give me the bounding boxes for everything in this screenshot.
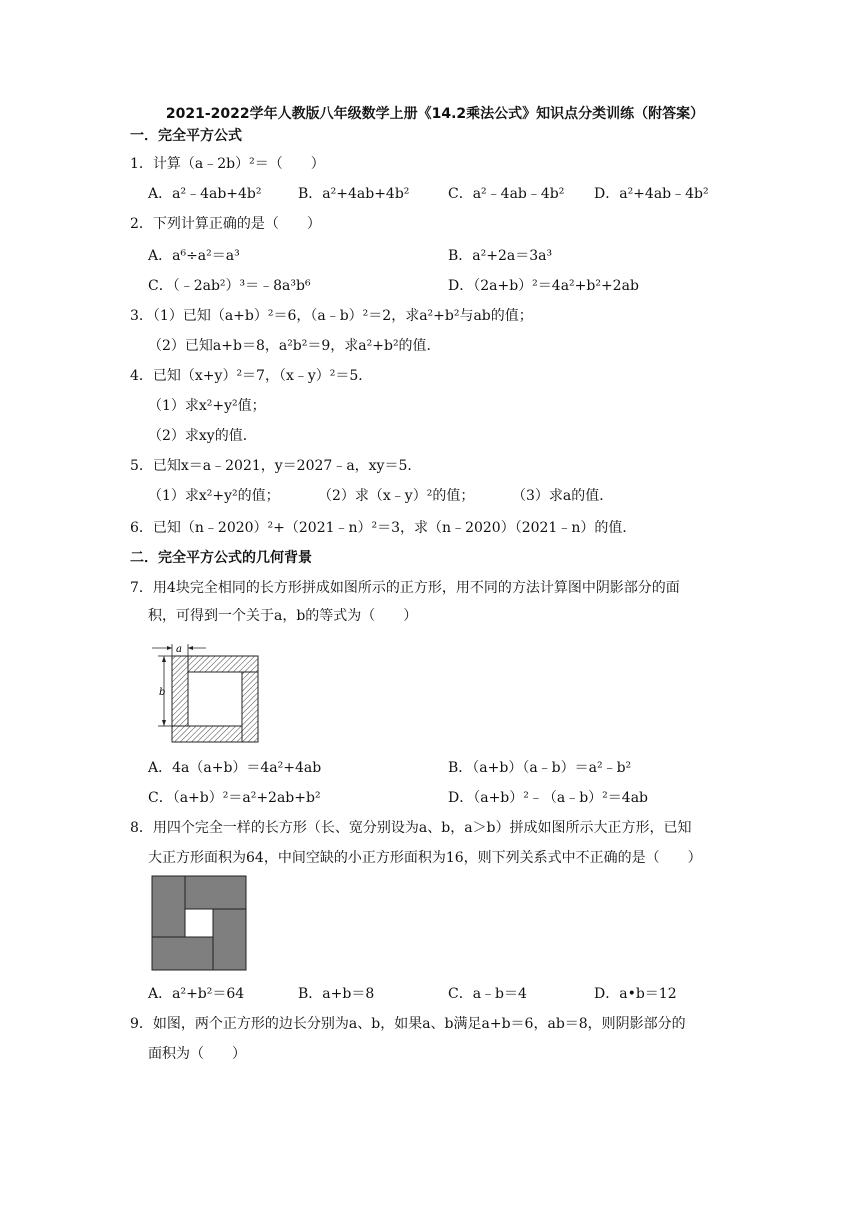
question-5-line-1: 5．已知x＝a﹣2021，y＝2027﹣a，xy＝5． bbox=[130, 458, 422, 474]
question-2-option-c: C．（﹣2ab²）³＝﹣8a³b⁶ bbox=[148, 278, 311, 294]
question-7-option-a: A．4a（a+b）＝4a²+4ab bbox=[148, 760, 322, 776]
section-heading-1: 一．完全平方公式 bbox=[130, 128, 242, 144]
question-2-option-d: D．（2a+b）²＝4a²+b²+2ab bbox=[448, 278, 639, 294]
question-2-stem: 2．下列计算正确的是（ ） bbox=[130, 216, 321, 232]
question-2-option-a: A．a⁶÷a²＝a³ bbox=[148, 248, 240, 264]
question-8-option-d: D．a•b＝12 bbox=[594, 986, 677, 1002]
question-1-option-c: C．a²﹣4ab﹣4b² bbox=[448, 186, 565, 202]
outer-square bbox=[172, 656, 258, 742]
question-1-option-b: B．a²+4ab+4b² bbox=[298, 186, 410, 202]
question-8-option-a: A．a²+b²＝64 bbox=[148, 986, 245, 1002]
question-3-line-1: 3．（1）已知（a+b）²＝6，（a﹣b）²＝2，求a²+b²与ab的值； bbox=[130, 308, 533, 324]
question-5-part-3: （3）求a的值． bbox=[512, 488, 614, 504]
question-5-part-2: （2）求（x﹣y）²的值； bbox=[318, 488, 475, 504]
question-7-option-b: B．（a+b）（a﹣b）＝a²﹣b² bbox=[448, 760, 632, 776]
question-7-option-c: C．（a+b）²＝a²+2ab+b² bbox=[148, 790, 321, 806]
question-4-line-1: 4．已知（x+y）²＝7，（x﹣y）²＝5． bbox=[130, 368, 373, 384]
question-4-line-3: （2）求xy的值． bbox=[148, 428, 257, 444]
question-9-line-2: 面积为（ ） bbox=[148, 1046, 246, 1062]
question-2-option-b: B．a²+2a＝3a³ bbox=[448, 248, 553, 264]
question-7-option-d: D．（a+b）²﹣（a﹣b）²＝4ab bbox=[448, 790, 649, 806]
question-7-line-1: 7．用4块完全相同的长方形拼成如图所示的正方形，用不同的方法计算图中阴影部分的面 bbox=[130, 580, 680, 596]
question-9-line-1: 9．如图，两个正方形的边长分别为a、b，如果a、b满足a+b＝6，ab＝8，则阴影部分的 bbox=[130, 1016, 686, 1032]
document-title: 2021-2022学年人教版八年级数学上册《14.2乘法公式》知识点分类训练（附答案） bbox=[165, 106, 705, 122]
question-7-figure bbox=[148, 638, 264, 746]
figure-label-a: a bbox=[176, 644, 182, 655]
question-6-line-1: 6．已知（n﹣2020）²+（2021﹣n）²＝3，求（n﹣2020）（2021﹣n）的值． bbox=[130, 520, 637, 536]
question-7-line-2: 积，可得到一个关于a，b的等式为（ ） bbox=[148, 608, 418, 624]
question-5-part-1: （1）求x²+y²的值； bbox=[148, 488, 280, 504]
question-4-line-2: （1）求x²+y²值； bbox=[148, 398, 266, 414]
figure-label-b: b bbox=[159, 687, 166, 698]
question-8-line-1: 8．用四个完全一样的长方形（长、宽分别设为a、b，a＞b）拼成如图所示大正方形，已知 bbox=[130, 820, 692, 836]
section-heading-2: 二．完全平方公式的几何背景 bbox=[130, 550, 312, 566]
question-8-option-c: C．a﹣b＝4 bbox=[448, 986, 527, 1002]
question-1-stem: 1．计算（a﹣2b）²＝（ ） bbox=[130, 156, 325, 172]
question-3-line-2: （2）已知a+b＝8，a²b²＝9，求a²+b²的值． bbox=[148, 338, 441, 354]
question-8-figure bbox=[150, 874, 248, 972]
question-8-line-2: 大正方形面积为64，中间空缺的小正方形面积为16，则下列关系式中不正确的是（ ） bbox=[148, 850, 702, 866]
center-hole bbox=[185, 909, 213, 937]
question-1-option-d: D．a²+4ab﹣4b² bbox=[594, 186, 709, 202]
question-8-option-b: B．a+b＝8 bbox=[298, 986, 375, 1002]
question-1-option-a: A．a²﹣4ab+4b² bbox=[148, 186, 262, 202]
